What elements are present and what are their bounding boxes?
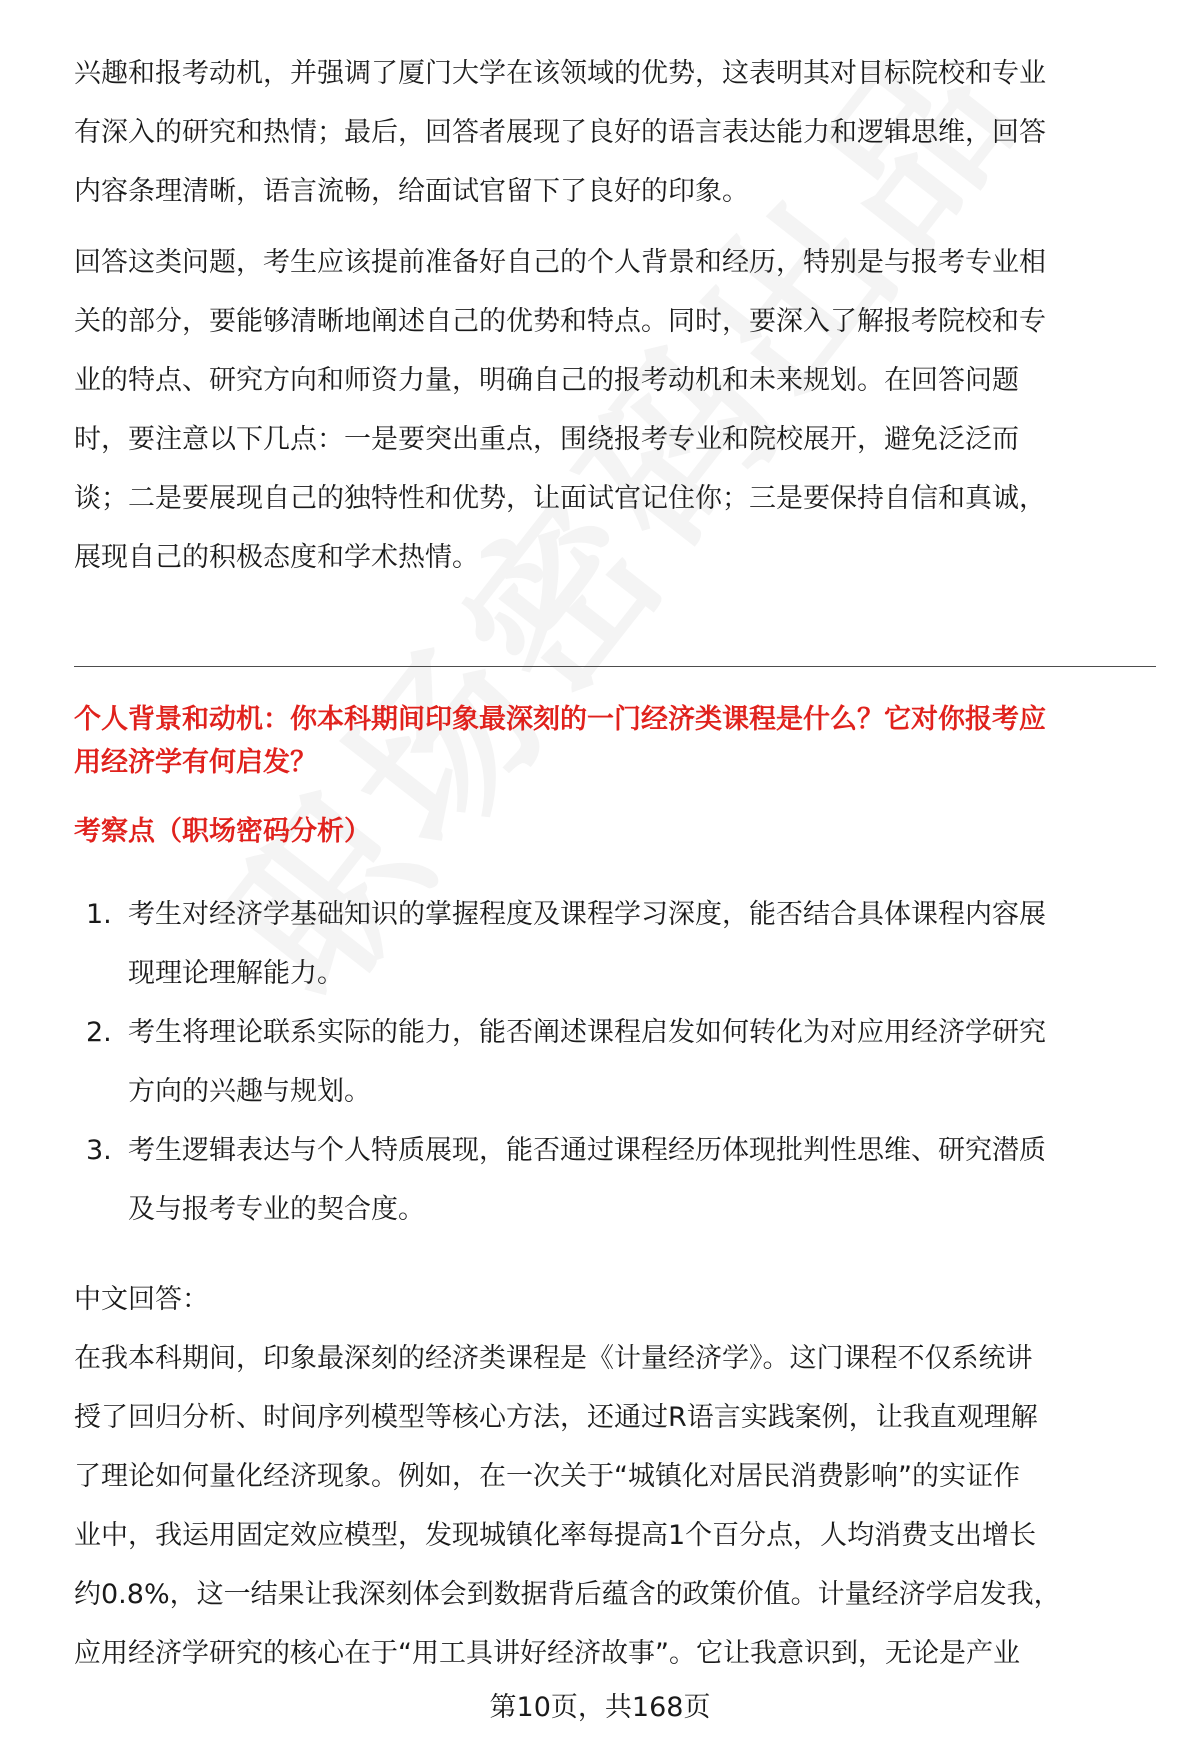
text-line: 业的特点、研究方向和师资力量，明确自己的报考动机和未来规划。在回答问题 <box>74 365 1019 396</box>
text-line: 约0.8%，这一结果让我深刻体会到数据背后蕴含的政策价值。计量经济学启发我， <box>74 1579 1061 1610</box>
page-footer: 第10页，共168页 <box>489 1692 711 1723</box>
paragraph-intro <box>74 44 1149 221</box>
list-number: 3. <box>86 1135 112 1166</box>
text-line: 兴趣和报考动机，并强调了厦门大学在该领域的优势，这表明其对目标院校和专业 <box>74 58 1046 89</box>
text-line: 时，要注意以下几点：一是要突出重点，围绕报考专业和院校展开，避免泛泛而 <box>74 424 1019 455</box>
text-line: 业中，我运用固定效应模型，发现城镇化率每提高1个百分点，人均消费支出增长 <box>74 1520 1037 1551</box>
text-line: 及与报考专业的契合度。 <box>128 1194 425 1225</box>
text-line: 考生对经济学基础知识的掌握程度及课程学习深度，能否结合具体课程内容展 <box>128 899 1046 930</box>
text-line: 关的部分，要能够清晰地阐述自己的优势和特点。同时，要深入了解报考院校和专 <box>74 306 1046 337</box>
text-line: 回答这类问题，考生应该提前准备好自己的个人背景和经历，特别是与报考专业相 <box>74 247 1046 278</box>
paragraph-advice <box>74 233 1149 587</box>
paragraph-answer <box>74 1329 1149 1683</box>
text-line: 在我本科期间，印象最深刻的经济类课程是《计量经济学》。这门课程不仅系统讲 <box>74 1343 1033 1374</box>
text-line: 方向的兴趣与规划。 <box>128 1076 371 1107</box>
question-line: 个人背景和动机：你本科期间印象最深刻的一门经济类课程是什么？它对你报考应 <box>74 704 1046 735</box>
text-line: 了理论如何量化经济现象。例如，在一次关于“城镇化对居民消费影响”的实证作 <box>74 1461 1020 1492</box>
list-number: 2. <box>86 1017 112 1048</box>
text-line: 展现自己的积极态度和学术热情。 <box>74 542 479 573</box>
question-line: 用经济学有何启发？ <box>74 747 317 778</box>
list-number: 1. <box>86 899 112 930</box>
question-heading <box>74 698 1154 784</box>
points-list <box>74 885 1154 1239</box>
text-line: 现理论理解能力。 <box>128 958 344 989</box>
text-line: 考生将理论联系实际的能力，能否阐述课程启发如何转化为对应用经济学研究 <box>128 1017 1046 1048</box>
list-item <box>74 1121 1154 1239</box>
text-line: 考生逻辑表达与个人特质展现，能否通过课程经历体现批判性思维、研究潜质 <box>128 1135 1046 1166</box>
text-line: 授了回归分析、时间序列模型等核心方法，还通过R语言实践案例，让我直观理解 <box>74 1402 1038 1433</box>
answer-label: 中文回答： <box>74 1284 209 1315</box>
text-line: 应用经济学研究的核心在于“用工具讲好经济故事”。它让我意识到，无论是产业 <box>74 1638 1020 1669</box>
text-line: 内容条理清晰，语言流畅，给面试官留下了良好的印象。 <box>74 176 749 207</box>
subheading: 考察点（职场密码分析） <box>74 816 371 847</box>
list-item <box>74 1003 1154 1121</box>
text-line: 谈；二是要展现自己的独特性和优势，让面试官记住你；三是要保持自信和真诚， <box>74 483 1046 514</box>
text-line: 有深入的研究和热情；最后，回答者展现了良好的语言表达能力和逻辑思维，回答 <box>74 117 1046 148</box>
list-item <box>74 885 1154 1003</box>
section-divider <box>74 666 1156 667</box>
